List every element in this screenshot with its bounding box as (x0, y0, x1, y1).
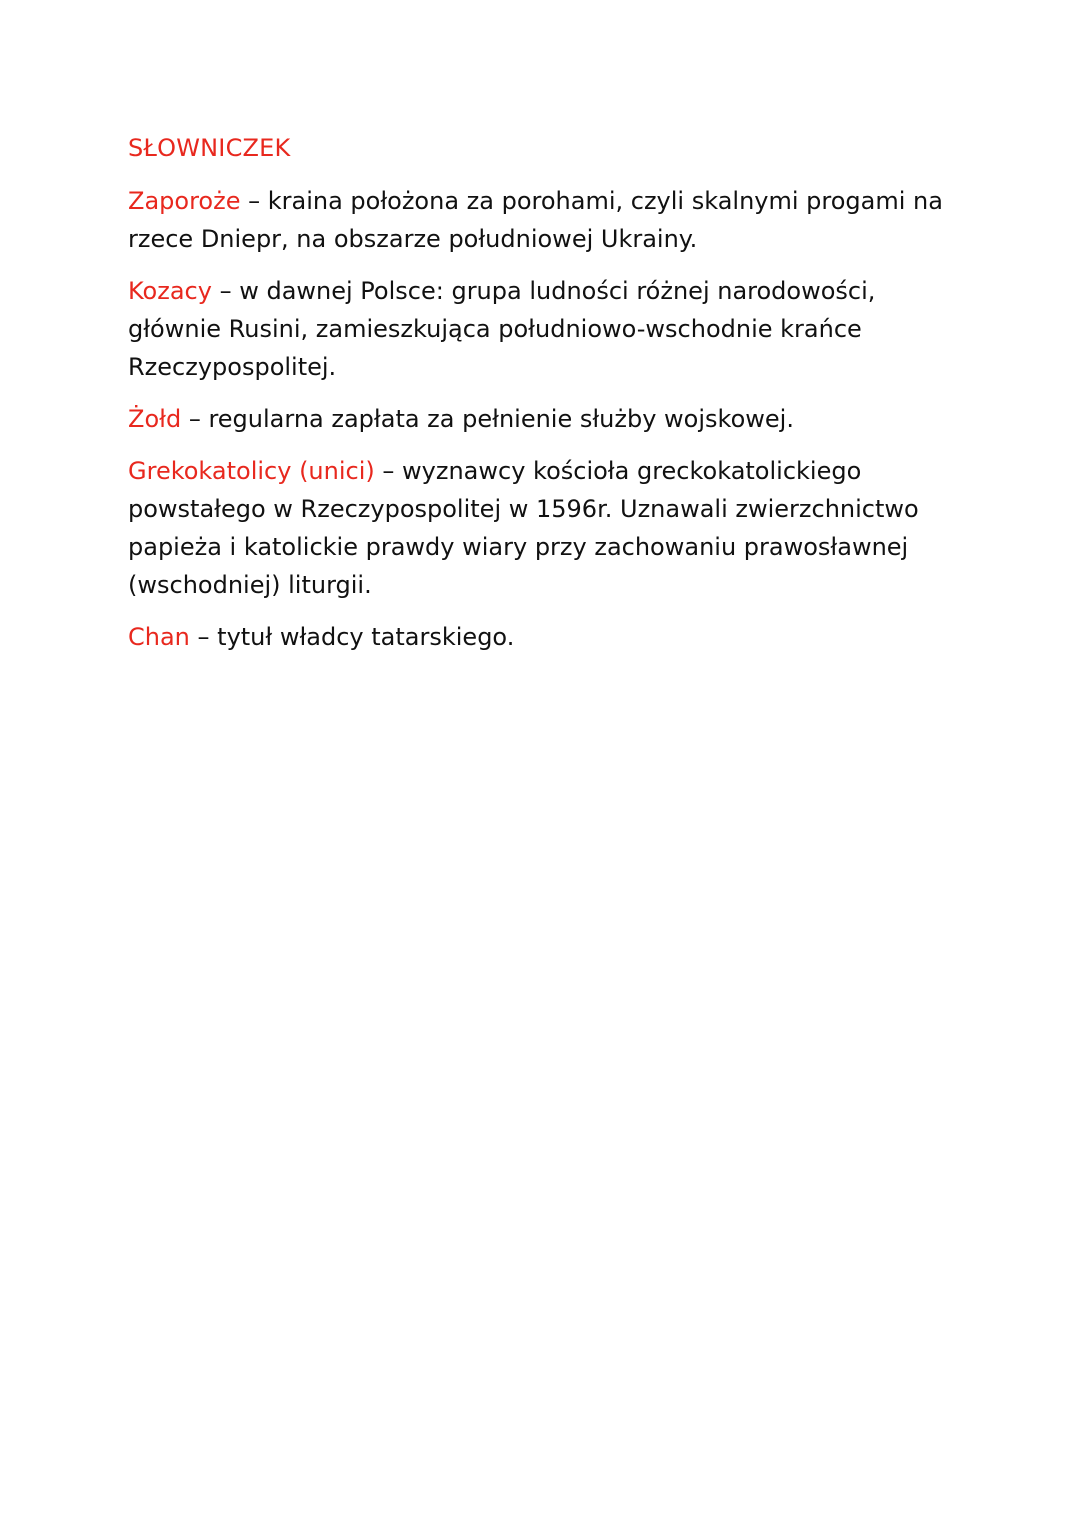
glossary-entry-chan (128, 618, 968, 656)
glossary (128, 132, 968, 670)
glossary-definition: tytuł władcy tatarskiego. (217, 623, 515, 651)
glossary-term: Zaporoże (128, 187, 241, 215)
glossary-entry-kozacy (128, 272, 968, 386)
glossary-term: Grekokatolicy (unici) (128, 457, 375, 485)
glossary-definition: kraina położona za porohami, czyli skalnymi progami na rzece Dniepr, na obszarze południowej Ukrainy. (128, 187, 943, 253)
glossary-entry-grekokatolicy (128, 452, 968, 604)
glossary-separator: – (374, 457, 403, 485)
glossary-definition: wyznawcy kościoła greckokatolickiego powstałego w Rzeczypospolitej w 1596r. Uznawali zwierzchnictwo papieża i katolickie prawdy wiary przy zachowaniu prawosławnej (wschodniej) liturgii. (128, 457, 919, 599)
glossary-term: Żołd (128, 405, 182, 433)
glossary-separator: – (181, 405, 209, 433)
glossary-separator: – (189, 623, 218, 651)
glossary-term: Kozacy (128, 277, 212, 305)
glossary-heading: SŁOWNICZEK (128, 134, 291, 162)
glossary-definition: regularna zapłata za pełnienie służby wojskowej. (208, 405, 794, 433)
glossary-entry-zaporoze (128, 182, 968, 258)
glossary-separator: – (240, 187, 268, 215)
glossary-entry-zold (128, 400, 968, 438)
glossary-definition: w dawnej Polsce: grupa ludności różnej narodowości, głównie Rusini, zamieszkująca południowo-wschodnie krańce Rzeczypospolitej. (128, 277, 876, 381)
glossary-term: Chan (128, 623, 190, 651)
glossary-separator: – (211, 277, 240, 305)
